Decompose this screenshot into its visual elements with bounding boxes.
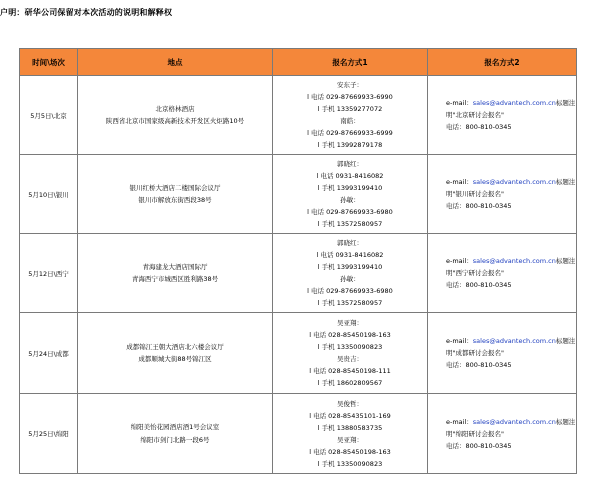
email-link[interactable]: sales@advantech.com.cn (472, 178, 556, 186)
hotline: 电话：800-810-0345 (446, 281, 512, 289)
contact-phone: l 电话 028-85435101-169 (309, 411, 391, 420)
contact-mobile: l 手机 13350090823 (317, 343, 383, 351)
venue-name: 成都锦江王朝大酒店北六楼会议厅 (126, 342, 224, 351)
contact2-cell (428, 155, 577, 234)
contact-name: 吴亚翔： (337, 435, 363, 444)
contact-phone: l 电话 029-87669933-6999 (307, 129, 393, 137)
contact-mobile: l 手机 13993199410 (317, 184, 383, 192)
contact-name: 吴亚翔： (337, 319, 363, 327)
date-cell: 5月12日\西宁 (20, 234, 78, 313)
contact-mobile: l 手机 13572580957 (317, 220, 383, 228)
contact-name: 郭晓红： (337, 239, 363, 247)
venue-address: 成都顺城大街88号锦江区 (138, 355, 212, 363)
contact-phone: l 电话 029-87669933-6980 (307, 287, 393, 295)
email-link[interactable]: sales@advantech.com.cn (472, 417, 556, 426)
hotline: 电话：800-810-0345 (446, 202, 512, 210)
email-suffix: 标题注 (555, 99, 576, 107)
date-cell: 5月24日\成都 (20, 313, 78, 394)
contact1-cell (273, 313, 428, 394)
contact-mobile: l 手机 13350090823 (317, 459, 383, 468)
disclaimer-text: 户明：研华公司保留对本次活动的说明和解释权 (0, 8, 173, 17)
email-label: e-mail： (446, 99, 473, 107)
header-venue: 地点 (78, 49, 273, 76)
venue-cell (78, 234, 273, 313)
date-cell: 5月5日\北京 (20, 76, 78, 155)
event-schedule-table (19, 48, 577, 474)
contact1-cell (273, 234, 428, 313)
contact-name: 吴俊哲： (337, 399, 363, 408)
contact1-cell (273, 76, 428, 155)
email-suffix: 标题注 (555, 337, 576, 345)
contact-name: 孙敏： (340, 275, 360, 283)
table-header-row (20, 49, 577, 76)
venue-address: 陕西省北京市国家级高新技术开发区火炬路10号 (105, 117, 245, 125)
contact-mobile: l 手机 18602809567 (317, 379, 383, 387)
email-label: e-mail： (446, 178, 473, 186)
venue-address: 青海西宁市城西区胜利路38号 (131, 275, 219, 283)
venue-address: 绵阳市剑门北路一段6号 (140, 435, 210, 444)
contact-mobile: l 手机 13359277072 (317, 105, 383, 113)
header-date: 时间\场次 (20, 49, 78, 76)
subject-note: 明"成都研讨会报名" (446, 349, 504, 357)
email-link[interactable]: sales@advantech.com.cn (472, 99, 556, 107)
header-signup-1: 报名方式1 (273, 49, 428, 76)
contact2-cell (428, 394, 577, 474)
table-row (20, 76, 577, 155)
contact-name: 安东子： (337, 81, 363, 89)
contact2-cell (428, 234, 577, 313)
venue-name: 北京格林酒店 (155, 104, 195, 113)
venue-cell (78, 394, 273, 474)
table-row (20, 313, 577, 394)
header-signup-2: 报名方式2 (428, 49, 577, 76)
venue-name: 银川红桥大酒店二楼国际会议厅 (129, 183, 221, 192)
contact2-cell (428, 313, 577, 394)
email-label: e-mail： (446, 417, 473, 426)
email-suffix: 标题注 (555, 178, 576, 186)
date-cell: 5月25日\绵阳 (20, 394, 78, 474)
contact-name: 孙敏： (340, 196, 360, 204)
email-label: e-mail： (446, 337, 473, 345)
contact1-cell (273, 155, 428, 234)
contact-mobile: l 手机 13880583735 (317, 423, 383, 432)
contact-mobile: l 手机 13992879178 (317, 141, 383, 149)
venue-address: 银川市解放东街西段38号 (138, 196, 212, 204)
hotline: 电话：800-810-0345 (446, 123, 512, 131)
email-suffix: 标题注 (555, 417, 576, 426)
contact-phone: l 电话 029-87669933-6980 (307, 208, 393, 216)
contact-phone: l 电话 028-85450198-163 (309, 331, 391, 339)
venue-name: 绵阳美怡花园酒店酒1号会议室 (130, 423, 220, 432)
hotline: 电话：800-810-0345 (446, 361, 512, 369)
venue-name: 青海建龙大酒店国际厅 (142, 262, 208, 271)
venue-cell (78, 313, 273, 394)
subject-note: 明"西宁研讨会报名" (446, 269, 504, 277)
contact-phone: l 电话 028-85450198-111 (309, 367, 391, 375)
contact-name: 南皓： (340, 117, 360, 125)
email-link[interactable]: sales@advantech.com.cn (472, 337, 556, 345)
contact-phone: l 电话 0931-8416082 (316, 172, 384, 180)
subject-note: 明"北京研讨会报名" (446, 111, 504, 119)
email-link[interactable]: sales@advantech.com.cn (472, 257, 556, 265)
contact-name: 吴贵吉： (337, 355, 363, 363)
venue-cell (78, 155, 273, 234)
contact-mobile: l 手机 13572580957 (317, 299, 383, 307)
table-row (20, 394, 577, 474)
date-cell: 5月10日\银川 (20, 155, 78, 234)
contact2-cell (428, 76, 577, 155)
hotline: 电话：800-810-0345 (446, 441, 512, 450)
table-row (20, 234, 577, 313)
subject-note: 明"银川研讨会报名" (446, 190, 504, 198)
contact1-cell (273, 394, 428, 474)
email-suffix: 标题注 (555, 257, 576, 265)
venue-cell (78, 76, 273, 155)
email-label: e-mail： (446, 257, 473, 265)
contact-mobile: l 手机 13993199410 (317, 263, 383, 271)
contact-phone: l 电话 029-87669933-6990 (307, 93, 393, 101)
contact-phone: l 电话 028-85450198-163 (309, 447, 391, 456)
table-row (20, 155, 577, 234)
contact-name: 郭晓红： (337, 160, 363, 168)
subject-note: 明"绵阳研讨会报名" (446, 429, 504, 438)
contact-phone: l 电话 0931-8416082 (316, 251, 384, 259)
